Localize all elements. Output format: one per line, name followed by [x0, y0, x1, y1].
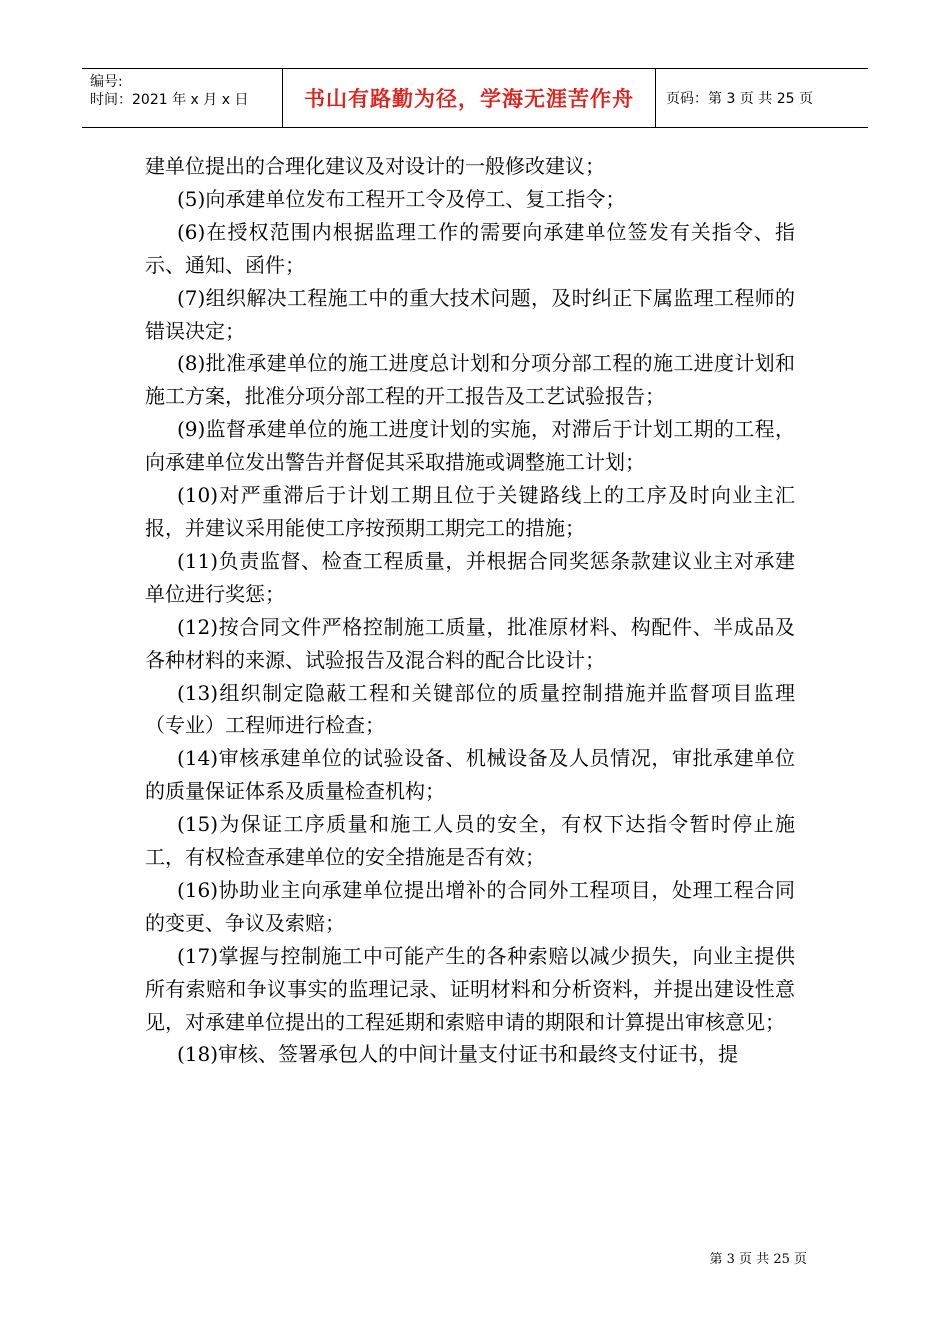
paragraph: (13)组织制定隐蔽工程和关键部位的质量控制措施并监督项目监理（专业）工程师进行检查； — [145, 680, 795, 738]
header-meta — [82, 69, 282, 127]
paragraph: (7)组织解决工程施工中的重大技术问题，及时纠正下属监理工程师的错误决定； — [145, 285, 795, 343]
document-number-label: 编号: — [90, 74, 123, 90]
paragraph: (11)负责监督、检查工程质量，并根据合同奖惩条款建议业主对承建单位进行奖惩； — [145, 548, 795, 606]
paragraph: (14)审核承建单位的试验设备、机械设备及人员情况，审批承建单位的质量保证体系及质量检查机构； — [145, 746, 795, 804]
document-date-label: 时间：2021 年 x 月 x 日 — [90, 92, 249, 108]
paragraph: (12)按合同文件严格控制施工质量，批准原材料、构配件、半成品及各种材料的来源、试验报告及混合料的配合比设计； — [145, 614, 795, 672]
paragraph: (10)对严重滞后于计划工期且位于关键路线上的工序及时向业主汇报，并建议采用能使工序按预期工期完工的措施； — [145, 483, 795, 540]
header-page-number: 页码：第 3 页 共 25 页 — [666, 91, 813, 107]
page-footer-number: 第 3 页 共 25 页 — [709, 1252, 807, 1267]
paragraph: (17)掌握与控制施工中可能产生的各种索赔以减少损失，向业主提供所有索赔和争议事实的监理记录、证明材料和分析资料，并提出建设性意见，对承建单位提出的工程延期和索赔申请的期限和计算提出审核意见； — [145, 943, 795, 1034]
header-motto: 书山有路勤为径，学海无涯苦作舟 — [282, 69, 656, 127]
paragraph: (8)批准承建单位的施工进度总计划和分项分部工程的施工进度计划和施工方案，批准分项分部工程的开工报告及工艺试验报告； — [145, 351, 795, 409]
paragraph: (15)为保证工序质量和施工人员的安全，有权下达指令暂时停止施工，有权检查承建单位的安全措施是否有效； — [145, 812, 795, 870]
paragraph: (16)协助业主向承建单位提出增补的合同外工程项目，处理工程合同的变更、争议及索赔； — [145, 877, 795, 935]
page-header — [82, 68, 868, 128]
paragraph: (9)监督承建单位的施工进度计划的实施，对滞后于计划工期的工程，向承建单位发出警告并督促其采取措施或调整施工计划； — [145, 417, 795, 475]
paragraph: (6)在授权范围内根据监理工作的需要向承建单位签发有关指令、指示、通知、函件； — [145, 219, 795, 277]
paragraph: 建单位提出的合理化建议及对设计的一般修改建议； — [145, 154, 605, 178]
document-body — [145, 150, 795, 1071]
paragraph: (18)审核、签署承包人的中间计量支付证书和最终支付证书，提 — [177, 1042, 739, 1067]
paragraph: (5)向承建单位发布工程开工令及停工、复工指令； — [177, 186, 626, 211]
